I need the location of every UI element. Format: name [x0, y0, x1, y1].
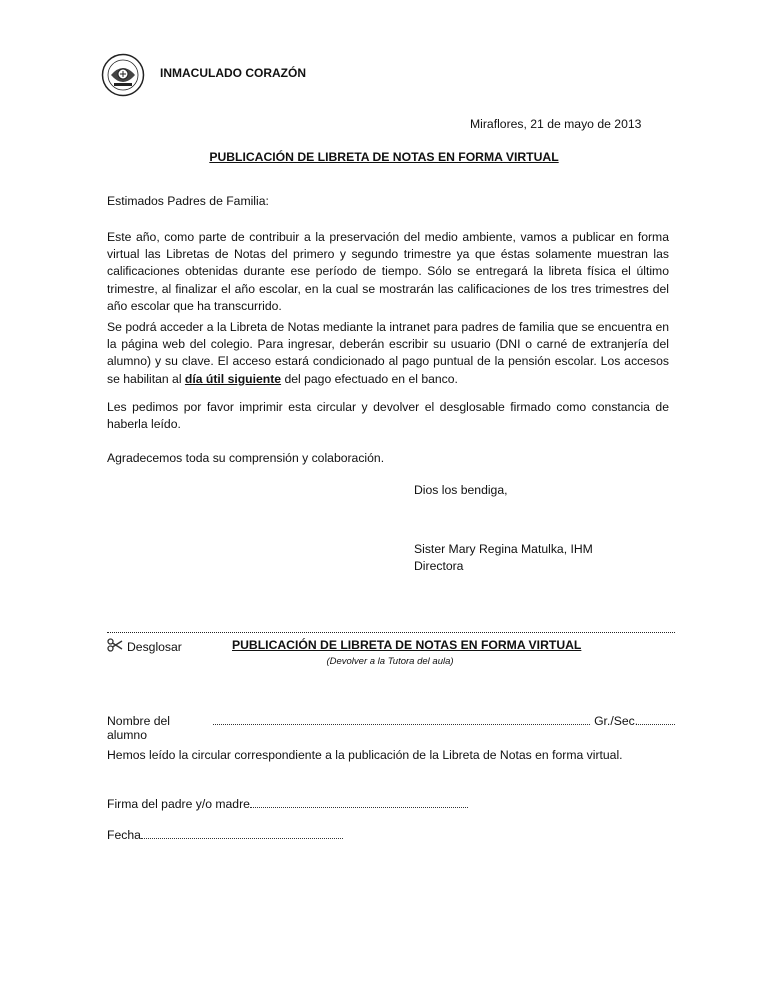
return-note: (Devolver a la Tutora del aula)	[326, 656, 454, 667]
grade-label: Gr./Sec.	[594, 714, 639, 728]
date-row	[107, 826, 343, 842]
grade-field[interactable]	[638, 712, 675, 725]
signature-field[interactable]	[250, 795, 468, 808]
paragraph-2-end: del pago efectuado en el banco.	[281, 371, 458, 386]
date-label: Fecha	[107, 828, 141, 842]
signer-name: Sister Mary Regina Matulka, IHM	[414, 542, 593, 556]
paragraph-3: Les pedimos por favor imprimir esta circular y devolver el desglosable firmado como constancia de haberla leído.	[107, 400, 669, 432]
paragraph-2	[107, 319, 669, 388]
detach-label: Desglosar	[127, 639, 182, 654]
school-crest-icon	[101, 53, 145, 97]
school-name: INMACULADO CORAZÓN	[160, 66, 306, 80]
scissors-icon	[107, 638, 123, 655]
student-name-label: Nombre del alumno	[107, 714, 170, 742]
place-date: Miraflores, 21 de mayo de 2013	[470, 117, 642, 131]
date-field[interactable]	[141, 826, 343, 839]
detach-marker	[107, 638, 182, 655]
signature-row	[107, 795, 468, 811]
paragraph-4: Agradecemos toda su comprensión y colaboración.	[107, 451, 385, 465]
student-row	[107, 712, 675, 742]
student-name-field[interactable]	[213, 712, 590, 725]
letter-title: PUBLICACIÓN DE LIBRETA DE NOTAS EN FORMA VIRTUAL	[209, 150, 559, 164]
paragraph-2-start: Se podrá acceder a la Libreta de Notas mediante la intranet para padres de familia que se encuentra en la página web del colegio. Para ingresar, deberán escribir su usuario (DNI o carné de extranjería del alumno) y su clave. El acceso estará condicionado al pago puntual de la pensión escolar. Los accesos se habilitan al	[107, 320, 669, 386]
salutation: Estimados Padres de Familia:	[107, 194, 269, 208]
cut-line	[107, 632, 675, 633]
signature-block	[414, 541, 593, 575]
signature-label: Firma del padre y/o madre	[107, 797, 250, 811]
blessing: Dios los bendiga,	[414, 483, 508, 497]
detachable-title: PUBLICACIÓN DE LIBRETA DE NOTAS EN FORMA VIRTUAL	[232, 638, 582, 652]
acknowledgement-statement: Hemos leído la circular correspondiente a la publicación de la Libreta de Notas en forma virtual.	[107, 748, 623, 762]
signer-title: Directora	[414, 559, 464, 574]
paragraph-1: Este año, como parte de contribuir a la preservación del medio ambiente, vamos a publicar en forma virtual las Libretas de Notas del primero y segundo trimestre ya que éstas solamente muestran las calificaciones obtenidas durante ese período de tiempo. Sólo se entregará la libreta física el último trimestre, al finalizar el año escolar, en la cual se mostrarán las calificaciones de los tres trimestres del año escolar que ha transcurrido.	[107, 230, 669, 313]
paragraph-2-emphasis: día útil siguiente	[184, 371, 282, 386]
